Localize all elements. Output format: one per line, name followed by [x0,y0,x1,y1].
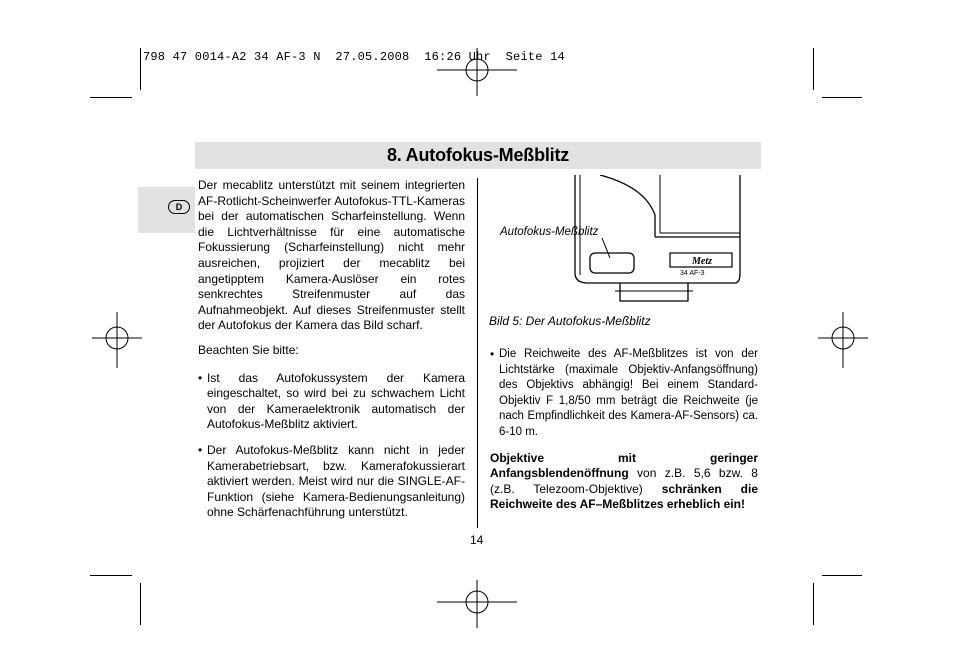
model-label: 34 AF-3 [680,270,705,277]
brand-logo: Metz [692,256,712,267]
bullet-icon: • [198,442,203,457]
bullet-text: Ist das Autofokussystem der Kamera eingeschaltet, so wird bei zu schwachem Licht von der Kameraelektronik automatisch der Autofokus-Meßblitz aktiviert. [207,370,465,432]
figure-label: Autofokus-Meßblitz [500,226,599,238]
column-divider [477,178,478,528]
intro-paragraph: Der mecablitz unterstützt mit seinem integrierten AF-Rotlicht-Scheinwerfer Autofokus-TTL-Kameras bei der automatischen Scharfeinstellung. Wenn die Lichtverhältnisse für eine automatische Fokussierung (Scharfeinstellung) nicht mehr ausreichen, projiziert der mecablitz bei angetipptem Kamera-Auslöser ein rotes senkrechtes Streifenmuster auf das Aufnahmeobjekt. Auf dieses Streifenmuster stellt der Autofokus der Kamera das Bild scharf. [198,178,465,333]
registration-mark-right-icon [818,312,868,372]
warning-bold-end: schränken die Reichweite des AF–Meßblitzes erheblich ein! [490,481,759,512]
registration-mark-left-icon [92,312,142,372]
bullet-text: Der Autofokus-Meßblitz kann nicht in jeder Kamerabetriebsart, bzw. Kamerafokussierart aktiviert werden. Meist wird nur die SINGLE-AF-Funktion (siehe Kamera-Bedienungsanleitung) ohne Schärfenachführung unterstützt. [207,442,465,520]
list-item [490,347,758,441]
registration-mark-top-icon [437,48,517,98]
print-header: 798 47 0014-A2 34 AF-3 N 27.05.2008 16:26 Uhr Seite 14 [143,50,565,64]
list-item [198,371,465,433]
bullet-icon: • [490,347,495,361]
language-badge: D [168,200,190,214]
bullet-icon: • [198,370,203,385]
language-tab [138,187,195,233]
right-column [490,347,758,522]
section-title: 8. Autofokus-Meßblitz [386,145,570,165]
warning-normal: von z.B. 5,6 bzw. 8 (z.B. Telezoom-Objektive) [490,466,758,496]
registration-mark-bottom-icon [437,580,517,630]
left-column [198,178,465,531]
page-number: 14 [470,533,484,547]
figure-leader-line [600,238,612,260]
note-heading: Beachten Sie bitte: [198,342,299,357]
list-item [198,443,465,521]
flash-unit-illustration [570,175,750,307]
warning-bold-start: Objektive mit geringer Anfangsblendenöffnung [490,450,758,481]
figure-caption: Bild 5: Der Autofokus-Meßblitz [489,314,651,328]
bullet-text: Die Reichweite des AF-Meßblitzes ist von der Lichtstärke (maximale Objektiv-Anfangsöffnung) des Objektivs abhängig! Bei einem Standard-Objektiv F 1,8/50 mm beträgt die Reichweite (je nach Empfindlichkeit des Kamera-AF-Sensors) ca. 6-10 m. [499,348,758,438]
warning-paragraph [490,451,758,513]
section-title-bar [195,142,761,169]
